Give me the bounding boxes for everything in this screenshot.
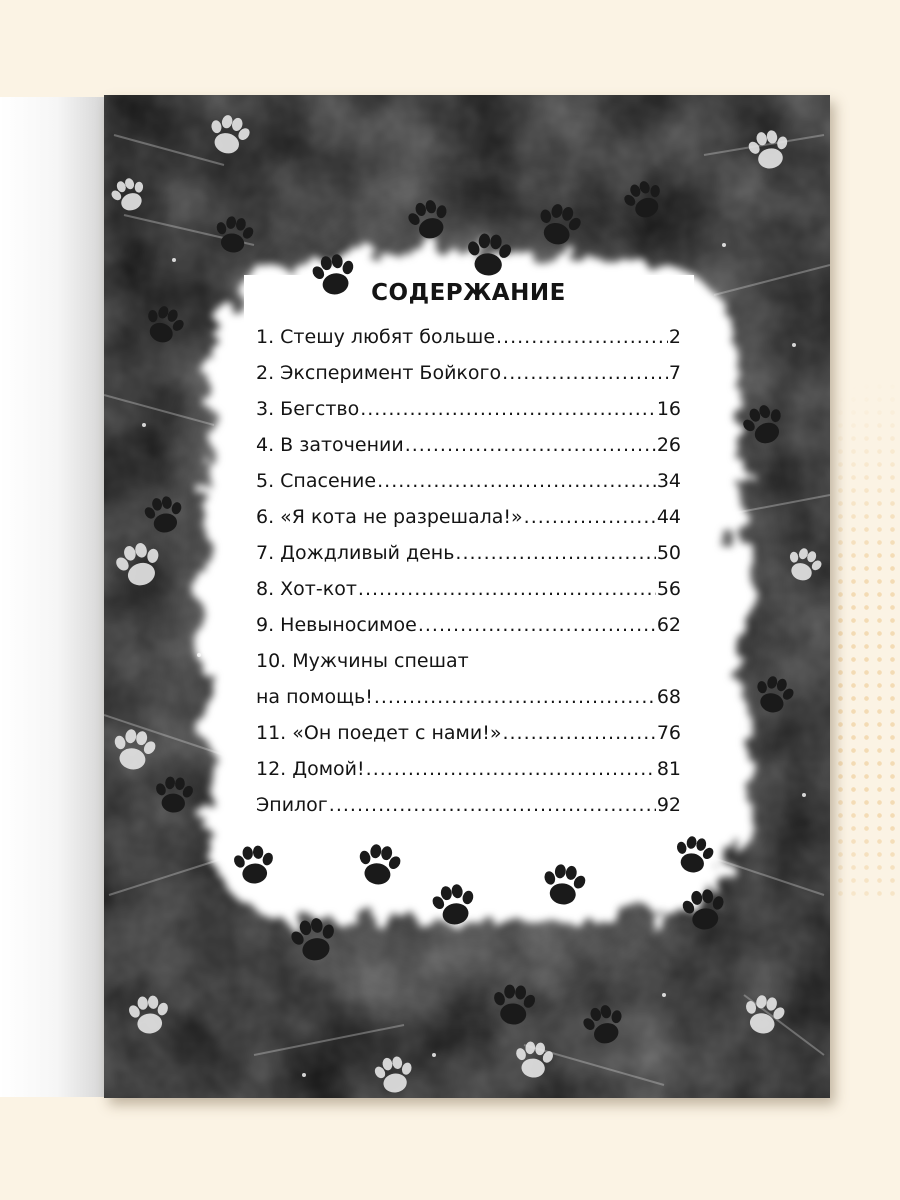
table-of-contents	[256, 275, 681, 823]
toc-entry-title: Эпилог	[256, 794, 328, 816]
toc-entry	[256, 499, 681, 535]
toc-dot-leader	[405, 427, 656, 463]
toc-entry	[256, 787, 681, 823]
toc-entry	[256, 319, 681, 355]
toc-list	[256, 319, 681, 823]
toc-dot-leader	[360, 391, 656, 427]
toc-entry-title: 7. Дождливый день	[256, 542, 455, 564]
toc-dot-leader	[502, 715, 655, 751]
toc-dot-leader	[496, 319, 668, 355]
toc-entry	[256, 535, 681, 571]
toc-page-number: 34	[656, 470, 681, 492]
toc-title: СОДЕРЖАНИЕ	[371, 280, 566, 306]
toc-entry	[256, 391, 681, 427]
toc-dot-leader	[374, 679, 656, 715]
toc-dot-leader	[329, 787, 656, 823]
toc-entry	[256, 571, 681, 607]
toc-entry-title: 8. Хот-кот	[256, 578, 357, 600]
toc-entry-title-line	[256, 643, 681, 679]
toc-entry-title: 2. Эксперимент Бойкого	[256, 362, 502, 384]
toc-entry	[256, 679, 681, 715]
toc-entry	[256, 355, 681, 391]
toc-page-number: 76	[656, 722, 681, 744]
toc-dot-leader	[366, 751, 656, 787]
toc-dot-leader	[524, 499, 656, 535]
toc-page-number: 50	[656, 542, 681, 564]
toc-entry	[256, 463, 681, 499]
left-page-edge	[0, 97, 104, 1097]
toc-page-number: 68	[656, 686, 681, 708]
toc-dot-leader	[377, 463, 656, 499]
toc-dot-leader	[502, 355, 668, 391]
toc-entry	[256, 607, 681, 643]
toc-entry-title: 6. «Я кота не разрешала!»	[256, 506, 523, 528]
toc-entry-title: 11. «Он поедет с нами!»	[256, 722, 502, 744]
toc-entry-title: 5. Спасение	[256, 470, 377, 492]
toc-entry-title: 1. Стешу любят больше	[256, 326, 496, 348]
toc-entry	[256, 427, 681, 463]
toc-page-number: 62	[656, 614, 681, 636]
toc-page-number: 56	[656, 578, 681, 600]
toc-entry-title-continuation: на помощь!	[256, 686, 373, 708]
toc-page-number: 2	[668, 326, 681, 348]
toc-entry	[256, 751, 681, 787]
toc-entry-title: 3. Бегство	[256, 398, 360, 420]
toc-entry-title: 9. Невыносимое	[256, 614, 417, 636]
book-page	[104, 95, 830, 1098]
toc-dot-leader	[358, 571, 656, 607]
toc-page-number: 81	[656, 758, 681, 780]
toc-entry-title: 12. Домой!	[256, 758, 365, 780]
toc-entry-title: 4. В заточении	[256, 434, 404, 456]
toc-page-number: 26	[656, 434, 681, 456]
toc-entry	[256, 715, 681, 751]
toc-page-number: 16	[656, 398, 681, 420]
toc-entry-title: 10. Мужчины спешат	[256, 650, 469, 672]
toc-dot-leader	[418, 607, 656, 643]
toc-page-number: 7	[668, 362, 681, 384]
toc-page-number: 44	[656, 506, 681, 528]
toc-page-number: 92	[656, 794, 681, 816]
toc-dot-leader	[455, 535, 655, 571]
